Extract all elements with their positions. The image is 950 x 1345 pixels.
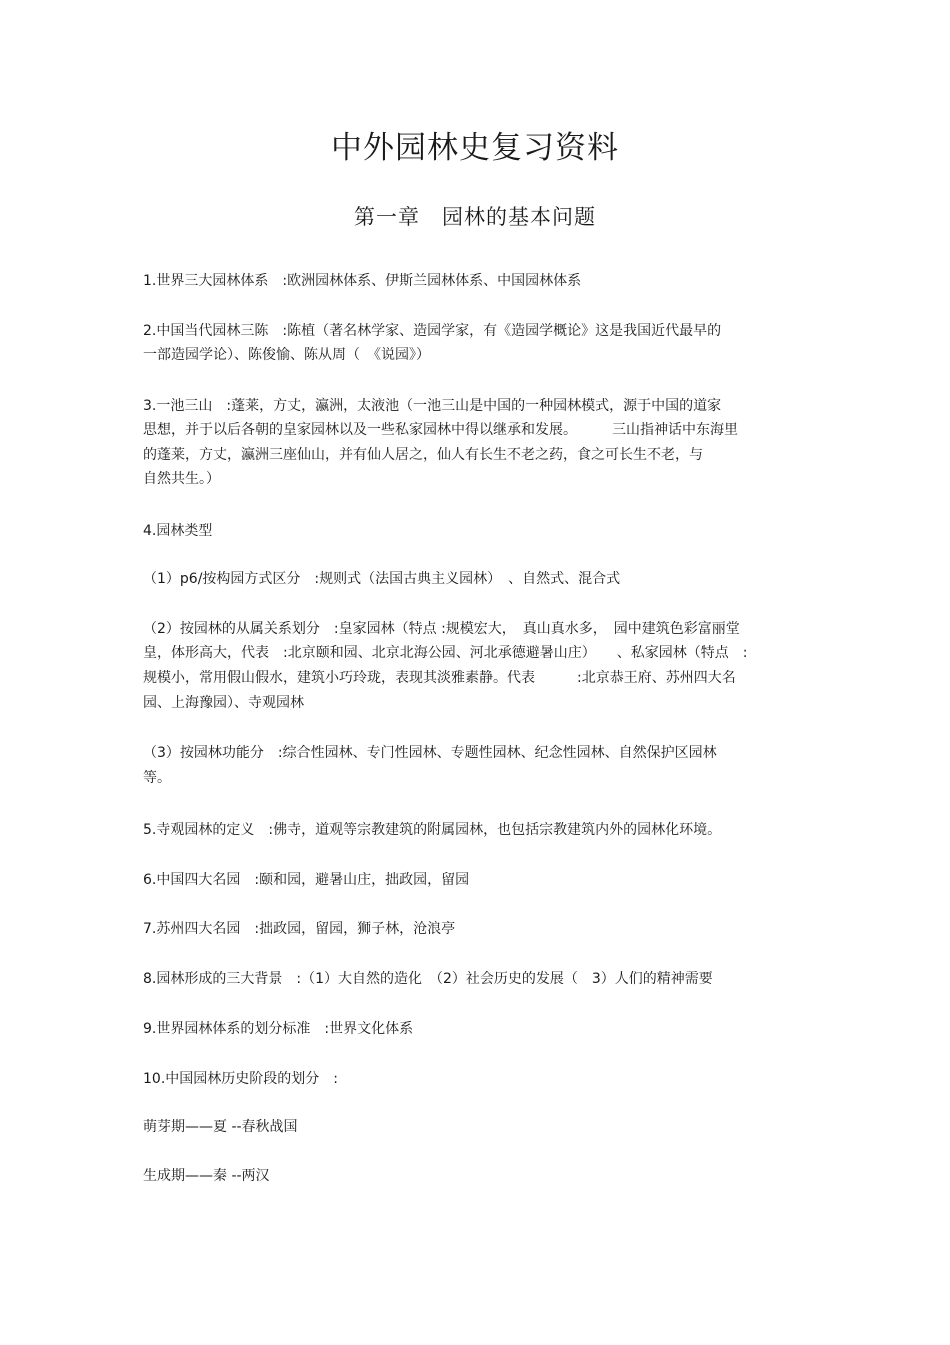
period-formation: 生成期——秦 --两汉 xyxy=(143,1168,270,1184)
item-3-line-1: 3.一池三山 :蓬莱，方丈，瀛洲，太液池（一池三山是中国的一种园林模式，源于中国的道家 xyxy=(143,398,722,414)
item-4-heading: 4.园林类型 xyxy=(143,523,213,539)
item-6: 6.中国四大名园 :颐和园，避暑山庄，拙政园，留园 xyxy=(143,872,470,888)
item-7: 7.苏州四大名园 :拙政园，留园，狮子林，沧浪亭 xyxy=(143,921,456,937)
item-9: 9.世界园林体系的划分标准 :世界文化体系 xyxy=(143,1021,414,1037)
item-3-line-2: 思想，并于以后各朝的皇家园林以及一些私家园林中得以继承和发展。 三山指神话中东海里 xyxy=(143,422,738,438)
item-4-sub-3-line-2: 等。 xyxy=(143,770,171,786)
item-4-sub-1: （1）p6/按构园方式区分 :规则式（法国古典主义园林） 、自然式、混合式 xyxy=(143,571,621,587)
chapter-heading: 第一章 园林的基本问题 xyxy=(354,205,596,229)
item-5: 5.寺观园林的定义 :佛寺，道观等宗教建筑的附属园林，也包括宗教建筑内外的园林化环境。 xyxy=(143,822,722,838)
item-4-sub-2-line-3: 规模小，常用假山假水，建筑小巧玲珑，表现其淡雅素静。代表 :北京恭王府、苏州四大名 xyxy=(143,670,736,686)
item-2-line-2: 一部造园学论）、陈俊愉、陈从周（ 《说园》） xyxy=(143,347,430,363)
period-budding: 萌芽期——夏 --春秋战国 xyxy=(143,1119,298,1135)
item-3-line-4: 自然共生。） xyxy=(143,471,220,487)
item-10: 10.中国园林历史阶段的划分 : xyxy=(143,1071,338,1087)
item-4-sub-3-line-1: （3）按园林功能分 :综合性园林、专门性园林、专题性园林、纪念性园林、自然保护区园林 xyxy=(143,745,717,761)
item-1: 1.世界三大园林体系 :欧洲园林体系、伊斯兰园林体系、中国园林体系 xyxy=(143,273,582,289)
item-4-sub-2-line-4: 园、上海豫园）、寺观园林 xyxy=(143,695,304,711)
item-2-line-1: 2.中国当代园林三陈 :陈植（著名林学家、造园学家，有《造园学概论》这是我国近代最早的 xyxy=(143,323,722,339)
item-4-sub-2-line-2: 皇，体形高大，代表 :北京颐和园、北京北海公园、河北承德避暑山庄） 、私家园林（特点 : xyxy=(143,645,748,661)
item-4-sub-2-line-1: （2）按园林的从属关系划分 :皇家园林（特点 :规模宏大， 真山真水多， 园中建筑色彩富丽堂 xyxy=(143,621,740,637)
item-8: 8.园林形成的三大背景 :（1）大自然的造化 （2）社会历史的发展（ 3）人们的精神需要 xyxy=(143,971,713,987)
document-title: 中外园林史复习资料 xyxy=(331,130,619,166)
item-3-line-3: 的蓬莱，方丈，瀛洲三座仙山，并有仙人居之，仙人有长生不老之药，食之可长生不老，与 xyxy=(143,447,703,463)
